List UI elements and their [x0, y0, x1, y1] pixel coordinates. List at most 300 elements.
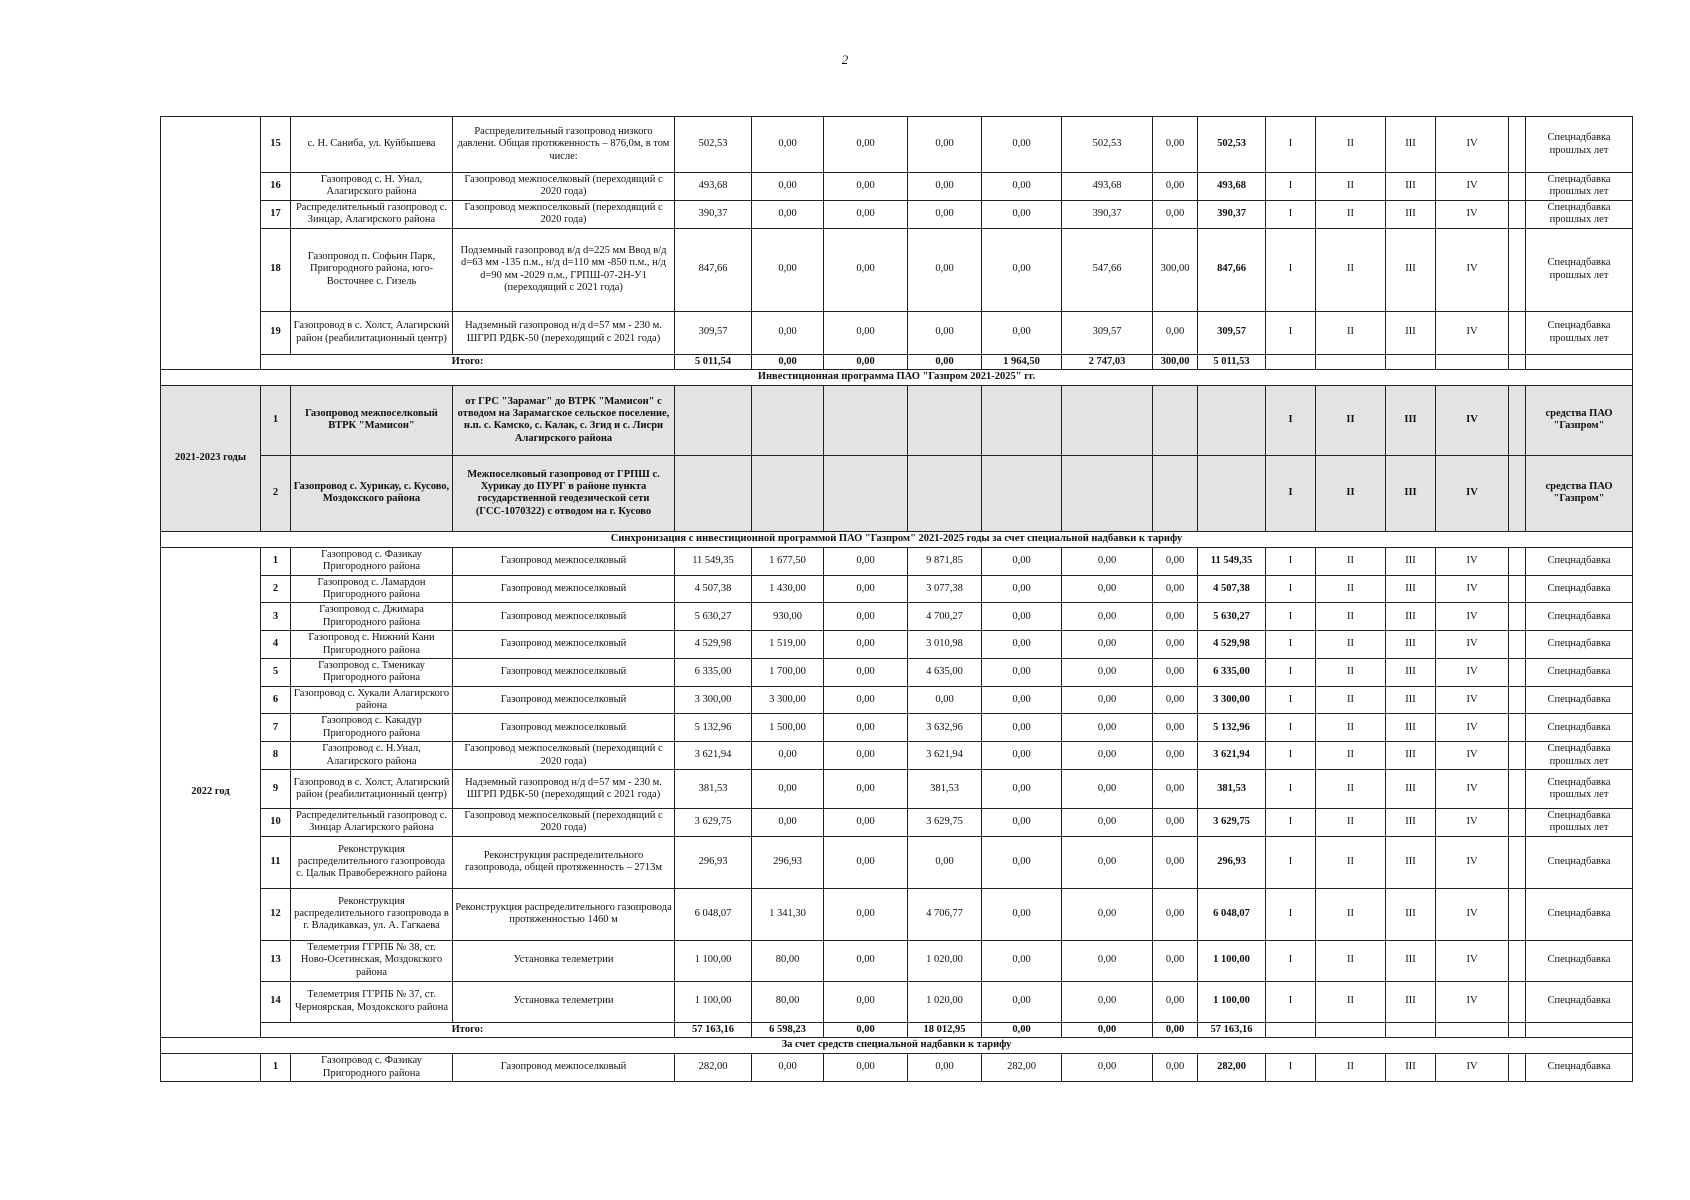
amount-cell: 309,57: [1062, 311, 1153, 354]
quarter-cell: III: [1386, 836, 1436, 888]
spacer-cell: [1509, 200, 1526, 228]
funding-source: Спецнадбавка: [1526, 658, 1633, 686]
quarter-cell: II: [1316, 836, 1386, 888]
quarter-cell: III: [1386, 631, 1436, 659]
amount-cell: 0,00: [982, 686, 1062, 714]
amount-cell: 0,00: [824, 808, 908, 836]
row-number: 2: [261, 575, 291, 603]
table-row: [161, 1054, 1633, 1082]
funding-source: Спецнадбавка прошлых лет: [1526, 173, 1633, 201]
period-cell: [161, 1054, 261, 1082]
amount-cell: 0,00: [982, 575, 1062, 603]
object-description: Реконструкция распределительного газопровода протяженностью 1460 м: [453, 888, 675, 940]
amount-cell: [752, 455, 824, 531]
quarter-cell: IV: [1436, 575, 1509, 603]
table-row: [161, 455, 1633, 531]
object-description: Газопровод межпоселковый: [453, 714, 675, 742]
table-row: [161, 311, 1633, 354]
object-description: Газопровод межпоселковый: [453, 547, 675, 575]
quarter-cell: II: [1316, 981, 1386, 1022]
amount-cell: 547,66: [1062, 228, 1153, 311]
amount-cell: 5 132,96: [1198, 714, 1266, 742]
total-amount: 5 011,53: [1198, 354, 1266, 369]
amount-cell: 3 010,98: [908, 631, 982, 659]
quarter-cell: III: [1386, 547, 1436, 575]
total-amount: 0,00: [752, 354, 824, 369]
quarter-cell: II: [1316, 173, 1386, 201]
object-description: Распределительный газопровод низкого давлени. Общая протяженность – 876,0м, в том числе:: [453, 117, 675, 173]
amount-cell: 390,37: [1198, 200, 1266, 228]
quarter-cell: II: [1316, 455, 1386, 531]
object-name: Газопровод с. Фазикау Пригородного района: [291, 1054, 453, 1082]
funding-source: Спецнадбавка прошлых лет: [1526, 200, 1633, 228]
period-cell: 2021-2023 годы: [161, 385, 261, 531]
amount-cell: 0,00: [1062, 575, 1153, 603]
amount-cell: 0,00: [1153, 888, 1198, 940]
spacer-cell: [1509, 631, 1526, 659]
quarter-cell: II: [1316, 658, 1386, 686]
amount-cell: 0,00: [752, 808, 824, 836]
empty-cell: [1509, 1022, 1526, 1037]
quarter-cell: IV: [1436, 836, 1509, 888]
amount-cell: 4 529,98: [675, 631, 752, 659]
row-number: 19: [261, 311, 291, 354]
amount-cell: 0,00: [982, 631, 1062, 659]
amount-cell: 493,68: [1198, 173, 1266, 201]
amount-cell: 1 100,00: [1198, 940, 1266, 981]
total-amount: 18 012,95: [908, 1022, 982, 1037]
total-label: Итого:: [261, 354, 675, 369]
amount-cell: 3 629,75: [675, 808, 752, 836]
row-number: 11: [261, 836, 291, 888]
row-number: 3: [261, 603, 291, 631]
amount-cell: 847,66: [675, 228, 752, 311]
amount-cell: 0,00: [752, 311, 824, 354]
quarter-cell: IV: [1436, 173, 1509, 201]
quarter-cell: II: [1316, 117, 1386, 173]
amount-cell: 0,00: [1062, 888, 1153, 940]
amount-cell: 1 100,00: [1198, 981, 1266, 1022]
amount-cell: 9 871,85: [908, 547, 982, 575]
funding-source: Спецнадбавка: [1526, 575, 1633, 603]
quarter-cell: I: [1266, 769, 1316, 808]
empty-cell: [1526, 1022, 1633, 1037]
amount-cell: 6 048,07: [675, 888, 752, 940]
amount-cell: 0,00: [824, 311, 908, 354]
amount-cell: 0,00: [824, 200, 908, 228]
table-row: [161, 808, 1633, 836]
funding-source: Спецнадбавка прошлых лет: [1526, 117, 1633, 173]
quarter-cell: I: [1266, 575, 1316, 603]
total-amount: 57 163,16: [675, 1022, 752, 1037]
amount-cell: 502,53: [1062, 117, 1153, 173]
amount-cell: 0,00: [1062, 836, 1153, 888]
object-name: Газопровод п. Софьин Парк, Пригородного района, юго-Восточнее с. Гизель: [291, 228, 453, 311]
quarter-cell: I: [1266, 714, 1316, 742]
table-row: [161, 714, 1633, 742]
funding-source: Спецнадбавка: [1526, 981, 1633, 1022]
quarter-cell: IV: [1436, 228, 1509, 311]
object-description: Межпоселковый газопровод от ГРПШ с. Хурикау до ПУРГ в районе пункта государственной геодезической сети (ГСС-1070322) с отводом на г. Кусово: [453, 455, 675, 531]
amount-cell: 0,00: [1062, 686, 1153, 714]
amount-cell: 282,00: [1198, 1054, 1266, 1082]
total-amount: 0,00: [908, 354, 982, 369]
spacer-cell: [1509, 173, 1526, 201]
amount-cell: 3 621,94: [908, 742, 982, 770]
quarter-cell: II: [1316, 547, 1386, 575]
quarter-cell: II: [1316, 631, 1386, 659]
quarter-cell: IV: [1436, 686, 1509, 714]
empty-cell: [1266, 1022, 1316, 1037]
object-name: Газопровод межпоселковый ВТРК "Мамисон": [291, 385, 453, 455]
object-name: Газопровод с. Какадур Пригородного района: [291, 714, 453, 742]
amount-cell: 0,00: [824, 1054, 908, 1082]
funding-source: Спецнадбавка: [1526, 836, 1633, 888]
amount-cell: 80,00: [752, 940, 824, 981]
empty-cell: [1316, 354, 1386, 369]
amount-cell: 3 621,94: [1198, 742, 1266, 770]
amount-cell: [1062, 385, 1153, 455]
amount-cell: 0,00: [824, 714, 908, 742]
row-number: 1: [261, 547, 291, 575]
object-name: Газопровод с. Ламардон Пригородного района: [291, 575, 453, 603]
spacer-cell: [1509, 455, 1526, 531]
quarter-cell: III: [1386, 686, 1436, 714]
quarter-cell: I: [1266, 940, 1316, 981]
quarter-cell: I: [1266, 311, 1316, 354]
spacer-cell: [1509, 836, 1526, 888]
quarter-cell: I: [1266, 603, 1316, 631]
funding-source: Спецнадбавка прошлых лет: [1526, 311, 1633, 354]
amount-cell: 0,00: [1153, 575, 1198, 603]
amount-cell: 0,00: [1062, 547, 1153, 575]
quarter-cell: IV: [1436, 1054, 1509, 1082]
total-amount: 0,00: [1062, 1022, 1153, 1037]
object-name: с. Н. Саниба, ул. Куйбышева: [291, 117, 453, 173]
amount-cell: 1 020,00: [908, 981, 982, 1022]
object-name: Распределительный газопровод с. Зинцар, Алагирского района: [291, 200, 453, 228]
amount-cell: 0,00: [1153, 547, 1198, 575]
amount-cell: 300,00: [1153, 228, 1198, 311]
amount-cell: [675, 385, 752, 455]
amount-cell: 0,00: [1062, 940, 1153, 981]
amount-cell: [1198, 455, 1266, 531]
amount-cell: 0,00: [908, 173, 982, 201]
amount-cell: 0,00: [824, 769, 908, 808]
amount-cell: 0,00: [1153, 808, 1198, 836]
section-title: За счет средств специальной надбавки к тарифу: [161, 1038, 1633, 1054]
section-header-row: [161, 1038, 1633, 1054]
quarter-cell: III: [1386, 117, 1436, 173]
quarter-cell: I: [1266, 981, 1316, 1022]
amount-cell: 0,00: [1153, 714, 1198, 742]
total-amount: 300,00: [1153, 354, 1198, 369]
funding-source: Спецнадбавка: [1526, 631, 1633, 659]
quarter-cell: I: [1266, 742, 1316, 770]
quarter-cell: II: [1316, 769, 1386, 808]
table-row: [161, 603, 1633, 631]
spacer-cell: [1509, 714, 1526, 742]
amount-cell: 930,00: [752, 603, 824, 631]
row-number: 9: [261, 769, 291, 808]
quarter-cell: III: [1386, 940, 1436, 981]
amount-cell: 0,00: [1062, 769, 1153, 808]
object-description: Газопровод межпоселковый: [453, 575, 675, 603]
spacer-cell: [1509, 888, 1526, 940]
table-row: [161, 575, 1633, 603]
object-name: Газопровод с. Джимара Пригородного района: [291, 603, 453, 631]
amount-cell: 0,00: [908, 1054, 982, 1082]
amount-cell: 3 632,96: [908, 714, 982, 742]
object-description: Газопровод межпоселковый: [453, 658, 675, 686]
amount-cell: 5 630,27: [675, 603, 752, 631]
quarter-cell: II: [1316, 385, 1386, 455]
amount-cell: [824, 455, 908, 531]
amount-cell: 6 335,00: [1198, 658, 1266, 686]
quarter-cell: III: [1386, 714, 1436, 742]
amount-cell: 502,53: [675, 117, 752, 173]
amount-cell: [752, 385, 824, 455]
amount-cell: [675, 455, 752, 531]
section-title: Синхронизация с инвестиционной программой ПАО "Газпром" 2021-2025 годы за счет специальной надбавки к тарифу: [161, 531, 1633, 547]
object-name: Реконструкция распределительного газопровода с. Цалык Правобережного района: [291, 836, 453, 888]
spacer-cell: [1509, 385, 1526, 455]
row-number: 10: [261, 808, 291, 836]
object-name: Газопровод с. Нижний Кани Пригородного района: [291, 631, 453, 659]
amount-cell: 390,37: [675, 200, 752, 228]
object-name: Газопровод с. Н.Унал, Алагирского района: [291, 742, 453, 770]
spacer-cell: [1509, 742, 1526, 770]
table-row: [161, 173, 1633, 201]
object-description: Газопровод межпоселковый (переходящий с 2020 года): [453, 808, 675, 836]
amount-cell: 0,00: [908, 311, 982, 354]
quarter-cell: II: [1316, 228, 1386, 311]
amount-cell: 1 341,30: [752, 888, 824, 940]
quarter-cell: I: [1266, 836, 1316, 888]
object-name: Газопровод с. Фазикау Пригородного района: [291, 547, 453, 575]
object-description: от ГРС "Зарамаг" до ВТРК "Мамисон" с отводом на Зарамагское сельское поселение, н.п. с. Камско, с. Калак, с. Згид и с. Лисри Алагирского района: [453, 385, 675, 455]
row-number: 5: [261, 658, 291, 686]
amount-cell: [1153, 385, 1198, 455]
amount-cell: 4 507,38: [1198, 575, 1266, 603]
spacer-cell: [1509, 808, 1526, 836]
total-amount: 1 964,50: [982, 354, 1062, 369]
table-row: [161, 769, 1633, 808]
amount-cell: 0,00: [908, 200, 982, 228]
amount-cell: 0,00: [1153, 769, 1198, 808]
amount-cell: 4 700,27: [908, 603, 982, 631]
row-number: 2: [261, 455, 291, 531]
amount-cell: 0,00: [982, 547, 1062, 575]
funding-source: Спецнадбавка: [1526, 940, 1633, 981]
quarter-cell: IV: [1436, 385, 1509, 455]
amount-cell: [824, 385, 908, 455]
quarter-cell: III: [1386, 808, 1436, 836]
amount-cell: 0,00: [824, 575, 908, 603]
quarter-cell: IV: [1436, 117, 1509, 173]
table-row: [161, 228, 1633, 311]
funding-source: Спецнадбавка прошлых лет: [1526, 808, 1633, 836]
quarter-cell: IV: [1436, 631, 1509, 659]
quarter-cell: I: [1266, 547, 1316, 575]
row-number: 1: [261, 385, 291, 455]
quarter-cell: IV: [1436, 742, 1509, 770]
amount-cell: 0,00: [1153, 686, 1198, 714]
quarter-cell: IV: [1436, 658, 1509, 686]
amount-cell: 0,00: [1153, 631, 1198, 659]
quarter-cell: II: [1316, 808, 1386, 836]
quarter-cell: I: [1266, 1054, 1316, 1082]
amount-cell: 309,57: [1198, 311, 1266, 354]
amount-cell: 0,00: [1153, 940, 1198, 981]
quarter-cell: IV: [1436, 808, 1509, 836]
quarter-cell: II: [1316, 888, 1386, 940]
amount-cell: 0,00: [1153, 603, 1198, 631]
quarter-cell: I: [1266, 686, 1316, 714]
row-number: 15: [261, 117, 291, 173]
spacer-cell: [1509, 117, 1526, 173]
quarter-cell: IV: [1436, 769, 1509, 808]
amount-cell: 1 700,00: [752, 658, 824, 686]
amount-cell: 390,37: [1062, 200, 1153, 228]
table-row: [161, 547, 1633, 575]
amount-cell: 0,00: [824, 888, 908, 940]
amount-cell: 381,53: [908, 769, 982, 808]
quarter-cell: IV: [1436, 981, 1509, 1022]
amount-cell: 0,00: [982, 714, 1062, 742]
amount-cell: 4 507,38: [675, 575, 752, 603]
amount-cell: 5 132,96: [675, 714, 752, 742]
spacer-cell: [1509, 575, 1526, 603]
funding-source: Спецнадбавка прошлых лет: [1526, 228, 1633, 311]
table-row: [161, 940, 1633, 981]
amount-cell: 0,00: [752, 1054, 824, 1082]
amount-cell: 1 020,00: [908, 940, 982, 981]
table-row: [161, 981, 1633, 1022]
funding-source: средства ПАО "Газпром": [1526, 455, 1633, 531]
amount-cell: 0,00: [824, 117, 908, 173]
quarter-cell: IV: [1436, 940, 1509, 981]
amount-cell: 0,00: [824, 603, 908, 631]
amount-cell: 1 430,00: [752, 575, 824, 603]
amount-cell: 0,00: [982, 200, 1062, 228]
row-number: 12: [261, 888, 291, 940]
amount-cell: 0,00: [824, 631, 908, 659]
table-row: [161, 888, 1633, 940]
funding-source: Спецнадбавка: [1526, 888, 1633, 940]
quarter-cell: II: [1316, 714, 1386, 742]
table-row: [161, 200, 1633, 228]
amount-cell: 0,00: [752, 173, 824, 201]
amount-cell: 0,00: [752, 117, 824, 173]
amount-cell: 3 300,00: [1198, 686, 1266, 714]
amount-cell: 0,00: [824, 658, 908, 686]
total-amount: 2 747,03: [1062, 354, 1153, 369]
object-description: Установка телеметрии: [453, 981, 675, 1022]
amount-cell: 3 300,00: [752, 686, 824, 714]
amount-cell: 0,00: [824, 940, 908, 981]
amount-cell: 0,00: [824, 742, 908, 770]
object-name: Газопровод с. Хурикау, с. Кусово, Моздокского района: [291, 455, 453, 531]
amount-cell: 309,57: [675, 311, 752, 354]
quarter-cell: I: [1266, 228, 1316, 311]
page-number: 2: [841, 52, 849, 67]
funding-source: Спецнадбавка: [1526, 1054, 1633, 1082]
amount-cell: 1 519,00: [752, 631, 824, 659]
total-amount: 0,00: [1153, 1022, 1198, 1037]
amount-cell: 0,00: [824, 686, 908, 714]
quarter-cell: III: [1386, 228, 1436, 311]
amount-cell: [908, 385, 982, 455]
spacer-cell: [1509, 603, 1526, 631]
quarter-cell: III: [1386, 1054, 1436, 1082]
total-row: [161, 1022, 1633, 1037]
quarter-cell: I: [1266, 385, 1316, 455]
amount-cell: 4 529,98: [1198, 631, 1266, 659]
amount-cell: 0,00: [752, 228, 824, 311]
amount-cell: 4 706,77: [908, 888, 982, 940]
row-number: 1: [261, 1054, 291, 1082]
amount-cell: 296,93: [675, 836, 752, 888]
amount-cell: 0,00: [1153, 742, 1198, 770]
amount-cell: [982, 455, 1062, 531]
quarter-cell: I: [1266, 631, 1316, 659]
quarter-cell: II: [1316, 200, 1386, 228]
table-row: [161, 658, 1633, 686]
amount-cell: 296,93: [1198, 836, 1266, 888]
period-cell: 2022 год: [161, 547, 261, 1037]
quarter-cell: IV: [1436, 455, 1509, 531]
amount-cell: 3 077,38: [908, 575, 982, 603]
total-amount: 5 011,54: [675, 354, 752, 369]
total-amount: 6 598,23: [752, 1022, 824, 1037]
amount-cell: 493,68: [1062, 173, 1153, 201]
amount-cell: 0,00: [824, 173, 908, 201]
spacer-cell: [1509, 769, 1526, 808]
amount-cell: 381,53: [675, 769, 752, 808]
amount-cell: 6 335,00: [675, 658, 752, 686]
total-row: [161, 354, 1633, 369]
empty-cell: [1266, 354, 1316, 369]
quarter-cell: III: [1386, 769, 1436, 808]
amount-cell: 5 630,27: [1198, 603, 1266, 631]
amount-cell: 0,00: [982, 769, 1062, 808]
amount-cell: [1198, 385, 1266, 455]
amount-cell: 0,00: [1062, 981, 1153, 1022]
table-row: [161, 385, 1633, 455]
amount-cell: 0,00: [982, 981, 1062, 1022]
row-number: 4: [261, 631, 291, 659]
spacer-cell: [1509, 981, 1526, 1022]
amount-cell: 0,00: [1153, 200, 1198, 228]
quarter-cell: IV: [1436, 714, 1509, 742]
quarter-cell: II: [1316, 603, 1386, 631]
amount-cell: 1 100,00: [675, 981, 752, 1022]
object-name: Газопровод в с. Холст, Алагирский район (реабилитационный центр): [291, 311, 453, 354]
amount-cell: 0,00: [908, 117, 982, 173]
amount-cell: 0,00: [982, 888, 1062, 940]
table-row: [161, 117, 1633, 173]
object-name: Газопровод в с. Холст, Алагирский район (реабилитационный центр): [291, 769, 453, 808]
object-name: Газопровод с. Хукали Алагирского района: [291, 686, 453, 714]
quarter-cell: II: [1316, 742, 1386, 770]
spacer-cell: [1509, 1054, 1526, 1082]
amount-cell: 0,00: [824, 981, 908, 1022]
total-amount: 0,00: [824, 1022, 908, 1037]
amount-cell: 11 549,35: [1198, 547, 1266, 575]
object-name: Телеметрия ГГРПБ № 38, ст. Ново-Осетинская, Моздокского района: [291, 940, 453, 981]
object-description: Газопровод межпоселковый (переходящий с 2020 года): [453, 173, 675, 201]
